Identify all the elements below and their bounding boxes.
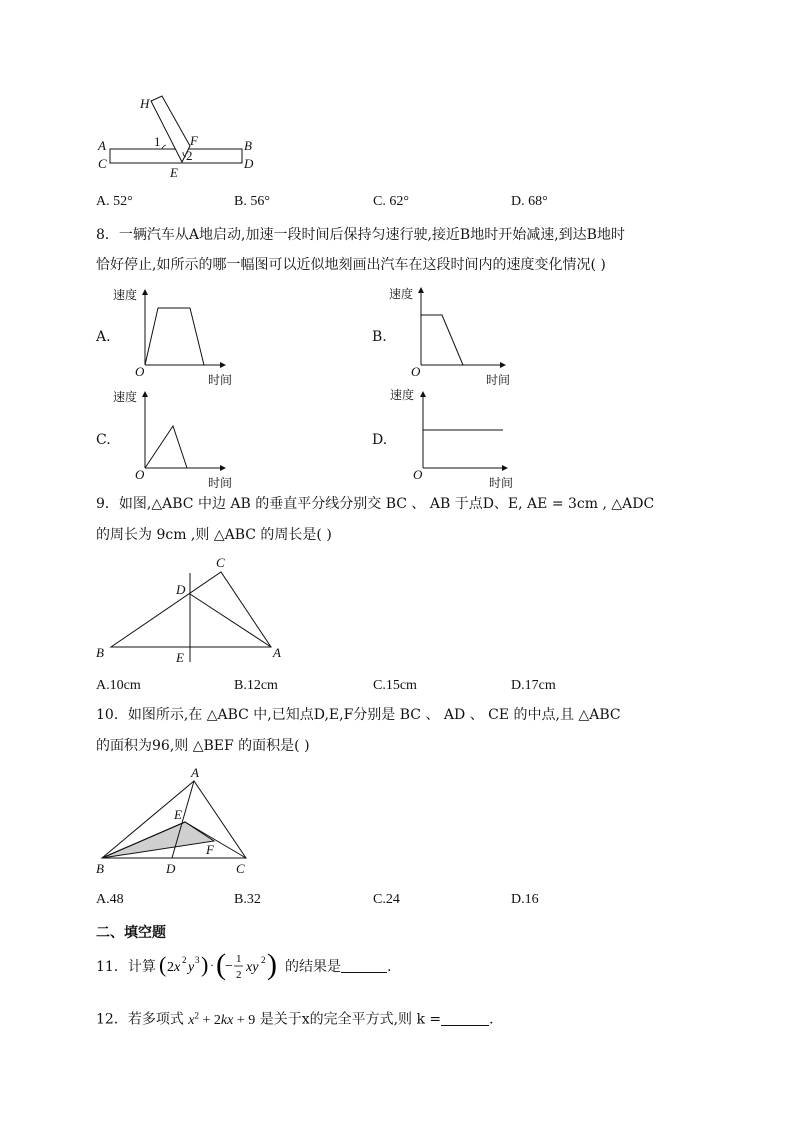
q12-prefix: 12．若多项式 — [96, 1011, 184, 1028]
q8-c-ylabel: 速度 — [113, 390, 138, 404]
q10-label-d: D — [166, 861, 176, 876]
q8-a-xlabel: 时间 — [208, 373, 233, 387]
q9-label-d: D — [176, 582, 186, 597]
q8-a-ylabel: 速度 — [113, 288, 138, 302]
q9-option-a: A.10cm — [96, 678, 141, 693]
q11-suffix-group — [285, 958, 391, 976]
q8-d-origin: O — [413, 467, 423, 482]
q7-label-a: A — [98, 138, 106, 153]
q9-label-a: A — [273, 645, 281, 660]
q9-option-b: B.12cm — [234, 678, 278, 693]
q10-text-line1: 10．如图所示,在 △ABC 中,已知点D,E,F分别是 BC 、 AD 、 CE 的中点,且 △ABC — [96, 707, 621, 723]
q10-option-a: A.48 — [96, 892, 124, 907]
q7-option-a: A. 52° — [96, 194, 133, 209]
svg-text:3: 3 — [195, 955, 200, 965]
q8-c-xlabel: 时间 — [208, 476, 233, 490]
svg-text:2: 2 — [261, 955, 266, 965]
svg-text:2x: 2x — [167, 960, 181, 975]
q8-d-ylabel: 速度 — [390, 388, 415, 402]
q8-c-origin: O — [135, 467, 145, 482]
q7-label-d: D — [244, 156, 254, 171]
q7-label-f: F — [190, 133, 198, 148]
q9-label-b: B — [96, 645, 104, 660]
q7-option-b: B. 56° — [234, 194, 270, 209]
q10-label-a: A — [191, 765, 199, 780]
q8-d-letter: D. — [372, 432, 388, 448]
svg-text:1: 1 — [236, 953, 242, 965]
q7-option-c: C. 62° — [373, 194, 409, 209]
q10-label-b: B — [96, 861, 104, 876]
q8-c-letter: C. — [96, 432, 111, 448]
q7-label-h: H — [140, 96, 150, 111]
svg-text:2: 2 — [236, 969, 242, 981]
q7-label-2: 2 — [186, 148, 193, 163]
section-heading-fill-in: 二、填空题 — [96, 925, 166, 941]
svg-text:−: − — [225, 959, 233, 974]
q8-a-origin: O — [135, 364, 145, 379]
q8-text-line1: 8．一辆汽车从A地启动,加速一段时间后保持匀速行驶,接近B地时开始减速,到达B地时 — [96, 227, 625, 243]
q8-b-letter: B. — [372, 329, 387, 345]
svg-text:(: ( — [159, 952, 167, 977]
q8-b-origin: O — [411, 364, 421, 379]
q7-label-b: B — [244, 138, 252, 153]
q11-expression — [159, 946, 283, 986]
svg-text:y: y — [188, 960, 195, 975]
q12-polynomial: $x^2 + 2kx + 9$ — [188, 1010, 256, 1028]
q10-label-c: C — [236, 861, 245, 876]
q10-option-d: D.16 — [511, 892, 539, 907]
q10-label-f: F — [206, 842, 214, 857]
q10-option-c: C.24 — [373, 892, 400, 907]
q9-label-e: E — [176, 650, 184, 665]
q7-label-c: C — [98, 156, 107, 171]
q8-b-ylabel: 速度 — [389, 287, 414, 301]
q9-option-d: D.17cm — [511, 678, 556, 693]
q10-option-b: B.32 — [234, 892, 261, 907]
svg-text:(: ( — [216, 948, 226, 981]
q9-label-c: C — [216, 555, 225, 570]
q8-b-xlabel: 时间 — [486, 373, 511, 387]
svg-text:): ) — [267, 948, 277, 981]
q9-text-line2: 的周长为 9cm ,则 △ABC 的周长是( ) — [96, 527, 332, 543]
q8-text-line2: 恰好停止,如所示的哪一幅图可以近似地刻画出汽车在这段时间内的速度变化情况( ) — [96, 257, 606, 273]
q9-option-c: C.15cm — [373, 678, 417, 693]
q12-end: . — [489, 1011, 494, 1028]
q11-prefix: 11．计算 — [96, 959, 156, 975]
svg-text:xy: xy — [246, 960, 259, 975]
q8-a-letter: A. — [96, 329, 111, 345]
q7-label-1: 1 — [154, 134, 161, 149]
q12-middle: 是关于x的完全平方式,则 k = — [259, 1011, 442, 1028]
svg-text:·: · — [210, 958, 214, 972]
q11-answer-blank[interactable] — [341, 958, 387, 973]
q11-end: . — [387, 959, 392, 975]
q10-label-e: E — [174, 807, 182, 822]
svg-text:): ) — [201, 952, 209, 977]
q7-label-e: E — [170, 165, 178, 180]
q10-text-line2: 的面积为96,则 △BEF 的面积是( ) — [96, 738, 310, 754]
q12-line — [96, 1006, 494, 1030]
q7-option-d: D. 68° — [511, 194, 548, 209]
q8-d-xlabel: 时间 — [489, 476, 514, 490]
q10-shaded-bef — [102, 822, 214, 858]
q11-suffix: 的结果是 — [285, 959, 341, 975]
svg-text:2: 2 — [182, 955, 187, 965]
q11-expression-svg — [159, 946, 283, 986]
q9-text-line1: 9．如图,△ABC 中边 AB 的垂直平分线分别交 BC 、 AB 于点D、E, AE = 3cm , △ADC — [96, 496, 655, 512]
q12-answer-blank[interactable] — [441, 1011, 489, 1026]
